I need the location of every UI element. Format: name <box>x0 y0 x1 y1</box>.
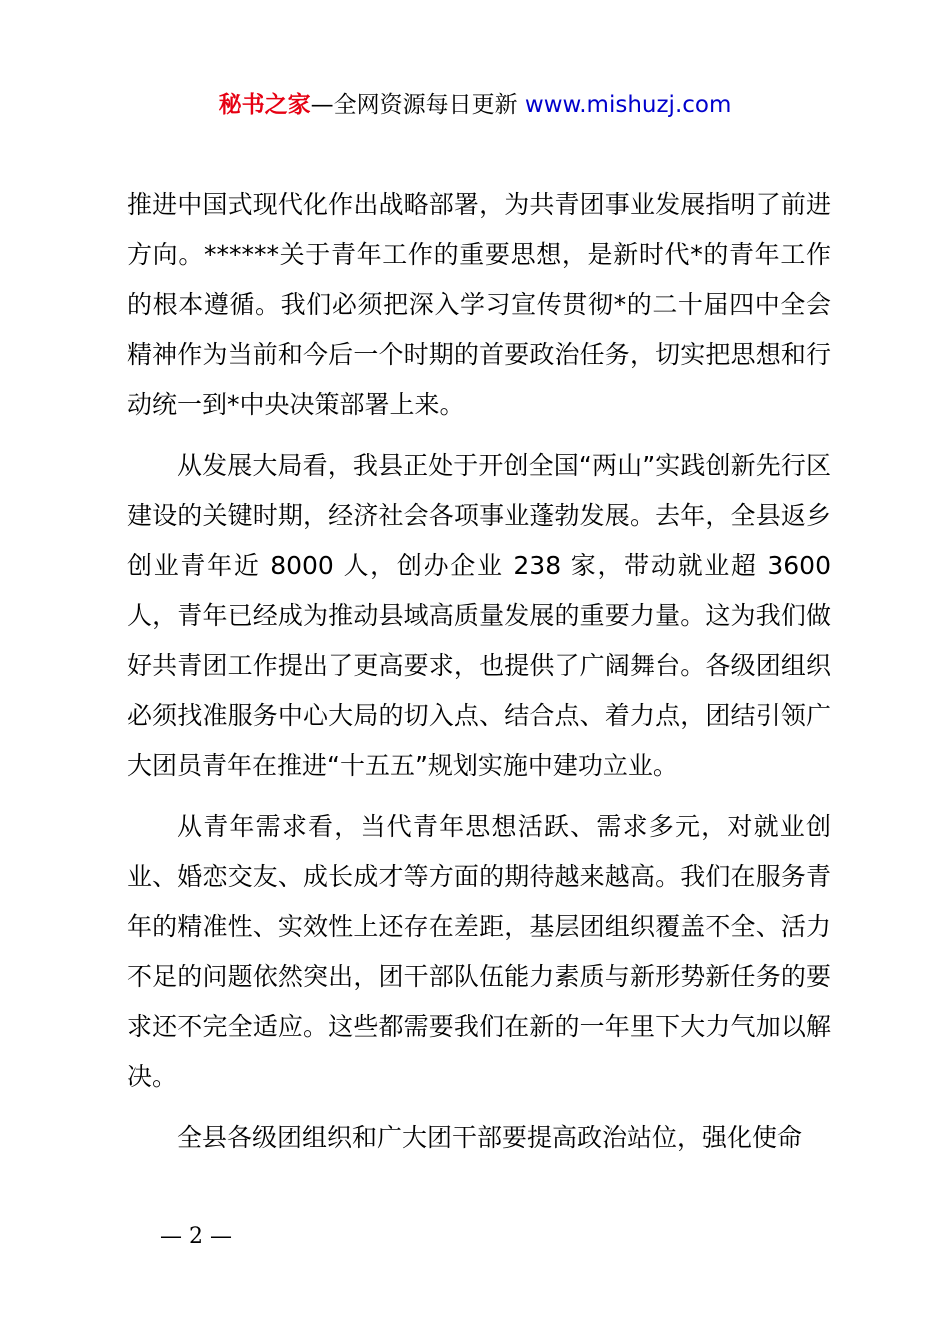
paragraph: 全县各级团组织和广大团干部要提高政治站位，强化使命 <box>177 1123 803 1152</box>
website-link[interactable]: www.mishuzj.com <box>524 92 732 118</box>
document-body <box>127 180 831 1174</box>
header-tagline: —全网资源每日更新 <box>310 92 525 118</box>
paragraph: 从青年需求看，当代青年思想活跃、需求多元，对就业创业、婚恋交友、成长成才等方面的期待越来越高。我们在服务青年的精准性、实效性上还存在差距，基层团组织覆盖不全、活力不足的问题依然突出，团干部队伍能力素质与新形势新任务的要求还不完全适应。这些都需要我们在新的一年里下大力气加以解决。 <box>127 812 831 1091</box>
paragraph: 从发展大局看，我县正处于开创全国“两山”实践创新先行区建设的关键时期，经济社会各项事业蓬勃发展。去年，全县返乡创业青年近 8000 人，创办企业 238 家，带动就业超 3600 人，青年已经成为推动县域高质量发展的重要力量。这为我们做好共青团工作提出了更高要求，也提供了广阔舞台。各级团组织必须找准服务中心大局的切入点、结合点、着力点，团结引领广大团员青年在推进“十五五”规划实施中建功立业。 <box>127 451 831 780</box>
paragraph: 推进中国式现代化作出战略部署，为共青团事业发展指明了前进方向。******关于青年工作的重要思想，是新时代*的青年工作的根本遵循。我们必须把深入学习宣传贯彻*的二十届四中全会精神作为当前和今后一个时期的首要政治任务，切实把思想和行动统一到*中央决策部署上来。 <box>127 190 831 419</box>
brand-name: 秘书之家 <box>218 92 311 118</box>
page-number: — 2 — <box>160 1224 232 1249</box>
page-header <box>0 88 950 122</box>
